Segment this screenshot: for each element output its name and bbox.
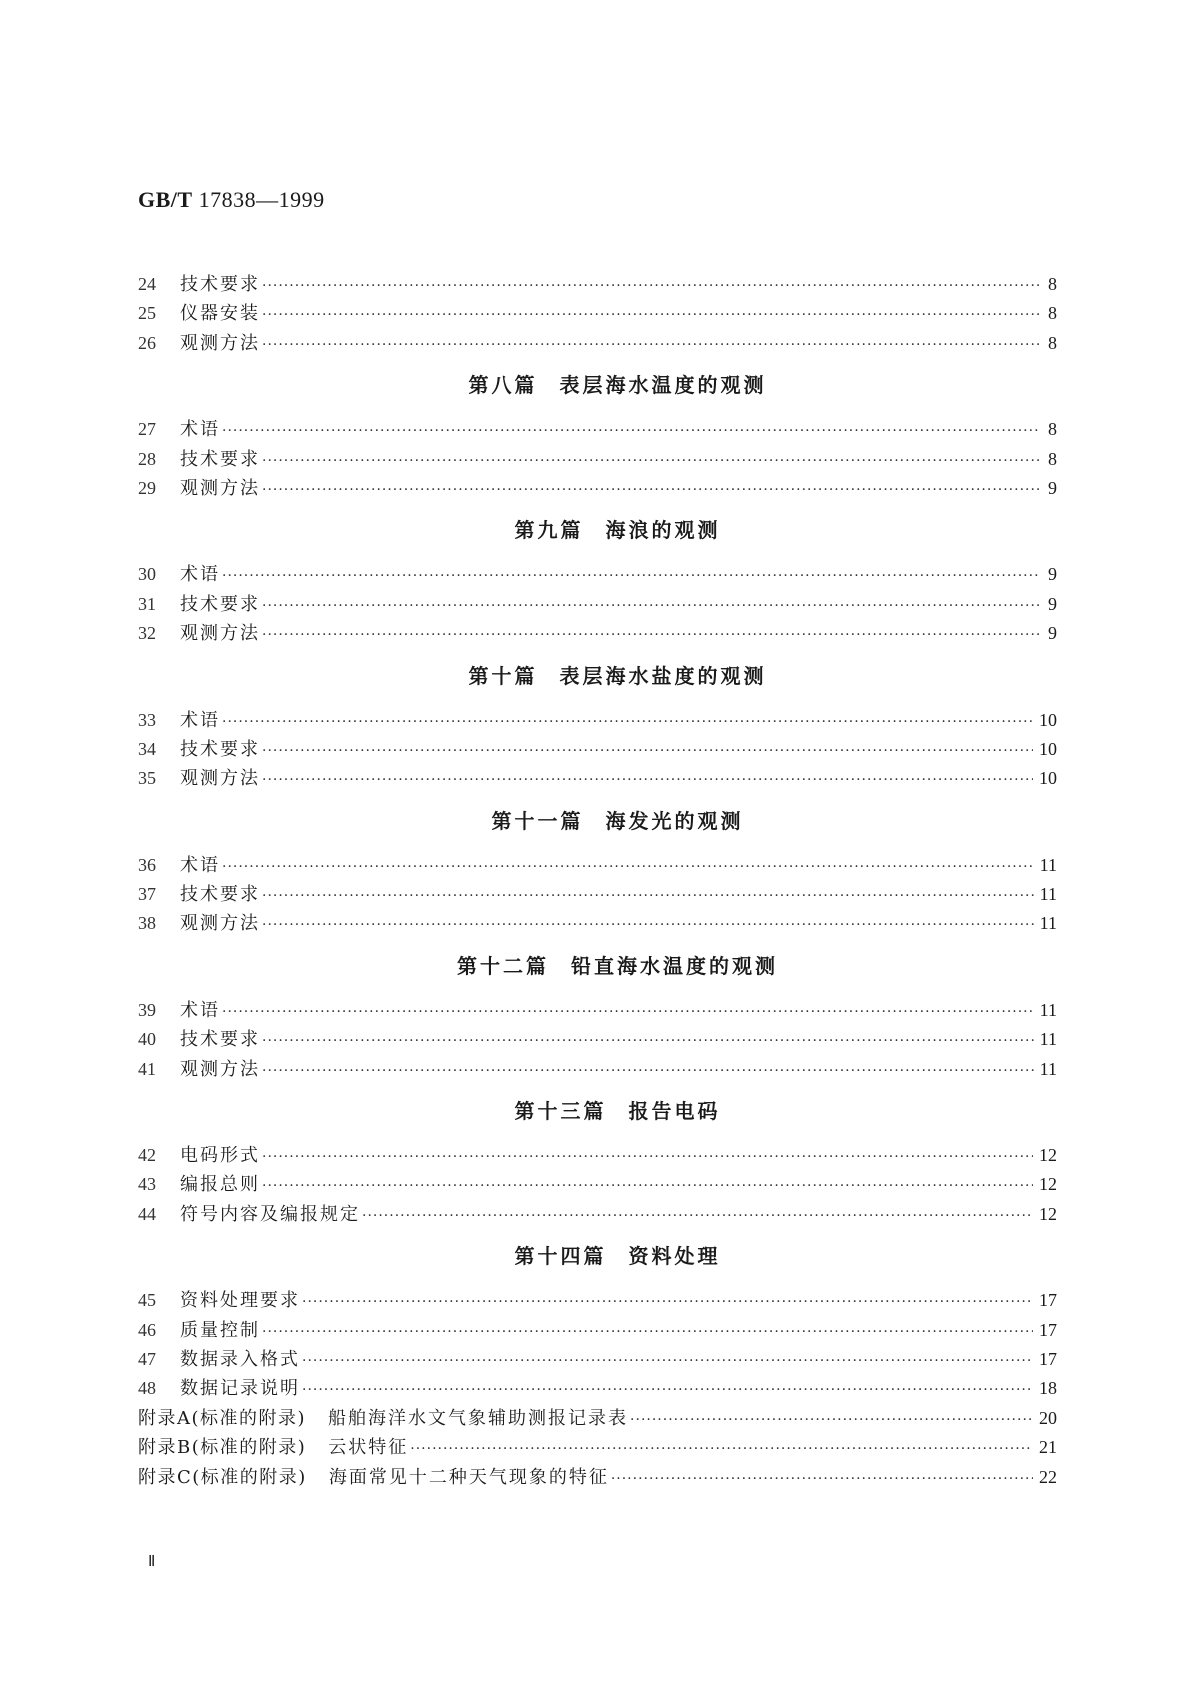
page-ref: 8 <box>1048 419 1057 440</box>
toc-entry[interactable] <box>138 1286 1057 1315</box>
clause-title: 技术要求 <box>180 448 260 470</box>
clause-title: 资料处理要求 <box>180 1290 300 1312</box>
toc-entry[interactable] <box>138 880 1057 909</box>
part-heading <box>138 647 1057 706</box>
appendix-label: 附录B(标准的附录) <box>138 1437 307 1459</box>
dot-leader <box>611 1465 1033 1494</box>
page-ref: 17 <box>1039 1290 1057 1311</box>
part-heading <box>138 1082 1057 1141</box>
dot-leader <box>262 592 1039 621</box>
page-ref: 9 <box>1048 623 1057 644</box>
page-ref: 12 <box>1039 1203 1057 1224</box>
clause-number: 39 <box>138 999 156 1020</box>
clause-number: 35 <box>138 768 156 789</box>
page-ref: 8 <box>1048 274 1057 294</box>
clause-number: 31 <box>138 593 156 614</box>
appendix-label: 附录A(标准的附录) <box>138 1407 307 1429</box>
clause-number: 24 <box>138 274 156 294</box>
clause-number: 30 <box>138 564 156 585</box>
clause-number: 45 <box>138 1290 156 1311</box>
part-number: 第十一篇 <box>491 808 584 833</box>
part-number: 第八篇 <box>468 373 538 398</box>
page-number: Ⅱ <box>148 1554 156 1570</box>
page-ref: 20 <box>1039 1407 1057 1428</box>
part-title: 表层海水温度的观测 <box>559 373 767 398</box>
clause-number: 29 <box>138 477 156 498</box>
dot-leader <box>262 1143 1033 1172</box>
clause-title: 技术要求 <box>180 274 260 295</box>
toc-entry[interactable] <box>138 1316 1057 1345</box>
page-ref: 17 <box>1039 1348 1057 1369</box>
dot-leader <box>262 301 1039 330</box>
clause-title: 编报总则 <box>180 1174 260 1196</box>
dot-leader <box>222 417 1039 446</box>
clause-title: 观测方法 <box>180 1058 260 1080</box>
clause-title: 技术要求 <box>180 884 260 906</box>
dot-leader <box>262 882 1034 911</box>
toc-entry[interactable] <box>138 851 1057 880</box>
toc-entry[interactable] <box>138 270 1057 299</box>
dot-leader <box>262 1027 1034 1056</box>
clause-title: 符号内容及编报规定 <box>180 1203 360 1225</box>
page-ref: 12 <box>1039 1145 1057 1166</box>
clause-title: 观测方法 <box>180 768 260 790</box>
page-ref: 11 <box>1039 884 1057 905</box>
standard-prefix: GB/T <box>138 187 193 212</box>
toc-entry[interactable] <box>138 474 1057 503</box>
toc-entry[interactable] <box>138 445 1057 474</box>
clause-title: 质量控制 <box>180 1319 260 1341</box>
clause-number: 43 <box>138 1174 156 1195</box>
clause-title: 技术要求 <box>180 593 260 615</box>
dot-leader <box>222 998 1034 1027</box>
toc-entry[interactable] <box>138 996 1057 1025</box>
clause-number: 48 <box>138 1378 156 1399</box>
clause-title: 术语 <box>180 999 220 1021</box>
part-title: 资料处理 <box>628 1244 721 1269</box>
clause-title: 观测方法 <box>180 623 260 645</box>
clause-title: 术语 <box>180 419 220 441</box>
table-of-contents <box>138 270 1057 1492</box>
part-number: 第十篇 <box>468 663 538 688</box>
page-ref: 8 <box>1048 303 1057 324</box>
clause-title: 数据记录说明 <box>180 1378 300 1400</box>
dot-leader <box>262 1172 1033 1201</box>
page-ref: 18 <box>1039 1378 1057 1399</box>
appendix-title: 船舶海洋水文气象辅助测报记录表 <box>328 1407 629 1429</box>
toc-entry[interactable] <box>138 619 1057 648</box>
dot-leader <box>262 737 1033 766</box>
dot-leader <box>410 1435 1033 1464</box>
clause-title: 术语 <box>180 564 220 586</box>
toc-entry[interactable] <box>138 329 1057 358</box>
standard-number: 17838—1999 <box>198 187 325 212</box>
clause-number: 37 <box>138 884 156 905</box>
page-ref: 11 <box>1039 1029 1057 1050</box>
clause-title: 观测方法 <box>180 332 260 354</box>
dot-leader <box>630 1406 1033 1435</box>
dot-leader <box>222 562 1039 591</box>
clause-title: 电码形式 <box>180 1145 260 1167</box>
page-ref: 8 <box>1048 332 1057 353</box>
page-ref: 22 <box>1039 1466 1057 1487</box>
clause-number: 41 <box>138 1058 156 1079</box>
toc-entry[interactable] <box>138 1055 1057 1084</box>
page-ref: 9 <box>1048 564 1057 585</box>
appendix-label: 附录C(标准的附录) <box>138 1466 307 1488</box>
clause-title: 技术要求 <box>180 1029 260 1051</box>
clause-title: 术语 <box>180 854 220 876</box>
page-ref: 21 <box>1039 1437 1057 1458</box>
clause-number: 28 <box>138 448 156 469</box>
toc-entry[interactable] <box>138 909 1057 938</box>
part-number: 第九篇 <box>514 518 584 543</box>
toc-entry[interactable] <box>138 590 1057 619</box>
page-ref: 11 <box>1039 999 1057 1020</box>
toc-entry[interactable] <box>138 764 1057 793</box>
toc-entry[interactable] <box>138 560 1057 589</box>
dot-leader <box>262 1318 1033 1347</box>
dot-leader <box>262 447 1039 476</box>
part-heading <box>138 356 1057 415</box>
page-ref: 17 <box>1039 1319 1057 1340</box>
part-title: 海发光的观测 <box>605 808 744 833</box>
part-number: 第十二篇 <box>457 953 549 978</box>
toc-entry[interactable] <box>138 1141 1057 1170</box>
part-title: 报告电码 <box>628 1099 721 1124</box>
page-ref: 12 <box>1039 1174 1057 1195</box>
clause-number: 34 <box>138 738 156 759</box>
dot-leader <box>222 708 1033 737</box>
toc-entry[interactable] <box>138 1025 1057 1054</box>
part-heading <box>138 937 1057 996</box>
clause-title: 观测方法 <box>180 913 260 935</box>
part-heading <box>138 792 1057 851</box>
clause-number: 38 <box>138 913 156 934</box>
page-ref: 10 <box>1039 709 1057 730</box>
appendix-entry[interactable] <box>138 1433 1057 1462</box>
appendix-title: 海面常见十二种天气现象的特征 <box>328 1466 609 1488</box>
page-ref: 9 <box>1048 593 1057 614</box>
dot-leader <box>302 1288 1033 1317</box>
part-title: 海浪的观测 <box>605 518 721 543</box>
dot-leader <box>302 1347 1033 1376</box>
page-ref: 9 <box>1048 477 1057 498</box>
toc-entry[interactable] <box>138 1374 1057 1403</box>
appendix-entry[interactable] <box>138 1463 1057 1492</box>
part-number: 第十四篇 <box>514 1244 607 1269</box>
clause-number: 33 <box>138 709 156 730</box>
clause-title: 技术要求 <box>180 738 260 760</box>
appendix-entry[interactable] <box>138 1404 1057 1433</box>
toc-entry[interactable] <box>138 1170 1057 1199</box>
toc-entry[interactable] <box>138 1200 1057 1229</box>
clause-number: 42 <box>138 1145 156 1166</box>
dot-leader <box>222 853 1034 882</box>
clause-number: 32 <box>138 623 156 644</box>
dot-leader <box>262 272 1039 301</box>
page-ref: 11 <box>1039 913 1057 934</box>
clause-number: 40 <box>138 1029 156 1050</box>
standard-code <box>138 187 325 213</box>
dot-leader <box>302 1376 1033 1405</box>
clause-number: 47 <box>138 1348 156 1369</box>
toc-entry[interactable] <box>138 1345 1057 1374</box>
toc-entry[interactable] <box>138 299 1057 328</box>
clause-number: 36 <box>138 854 156 875</box>
clause-number: 44 <box>138 1203 156 1224</box>
clause-title: 仪器安装 <box>180 303 260 325</box>
toc-entry[interactable] <box>138 706 1057 735</box>
clause-number: 25 <box>138 303 156 324</box>
clause-title: 观测方法 <box>180 477 260 499</box>
toc-entry[interactable] <box>138 735 1057 764</box>
part-title: 铅直海水温度的观测 <box>571 953 778 978</box>
page-ref: 10 <box>1039 738 1057 759</box>
part-number: 第十三篇 <box>514 1099 607 1124</box>
part-heading <box>138 1227 1057 1286</box>
clause-title: 术语 <box>180 709 220 731</box>
page-ref: 10 <box>1039 768 1057 789</box>
part-heading <box>138 501 1057 560</box>
page-ref: 11 <box>1039 1058 1057 1079</box>
clause-number: 27 <box>138 419 156 440</box>
clause-number: 26 <box>138 332 156 353</box>
clause-number: 46 <box>138 1319 156 1340</box>
toc-entry[interactable] <box>138 415 1057 444</box>
page-ref: 11 <box>1039 854 1057 875</box>
part-title: 表层海水盐度的观测 <box>559 663 767 688</box>
appendix-title: 云状特征 <box>328 1437 409 1459</box>
clause-title: 数据录入格式 <box>180 1348 300 1370</box>
page-ref: 8 <box>1048 448 1057 469</box>
